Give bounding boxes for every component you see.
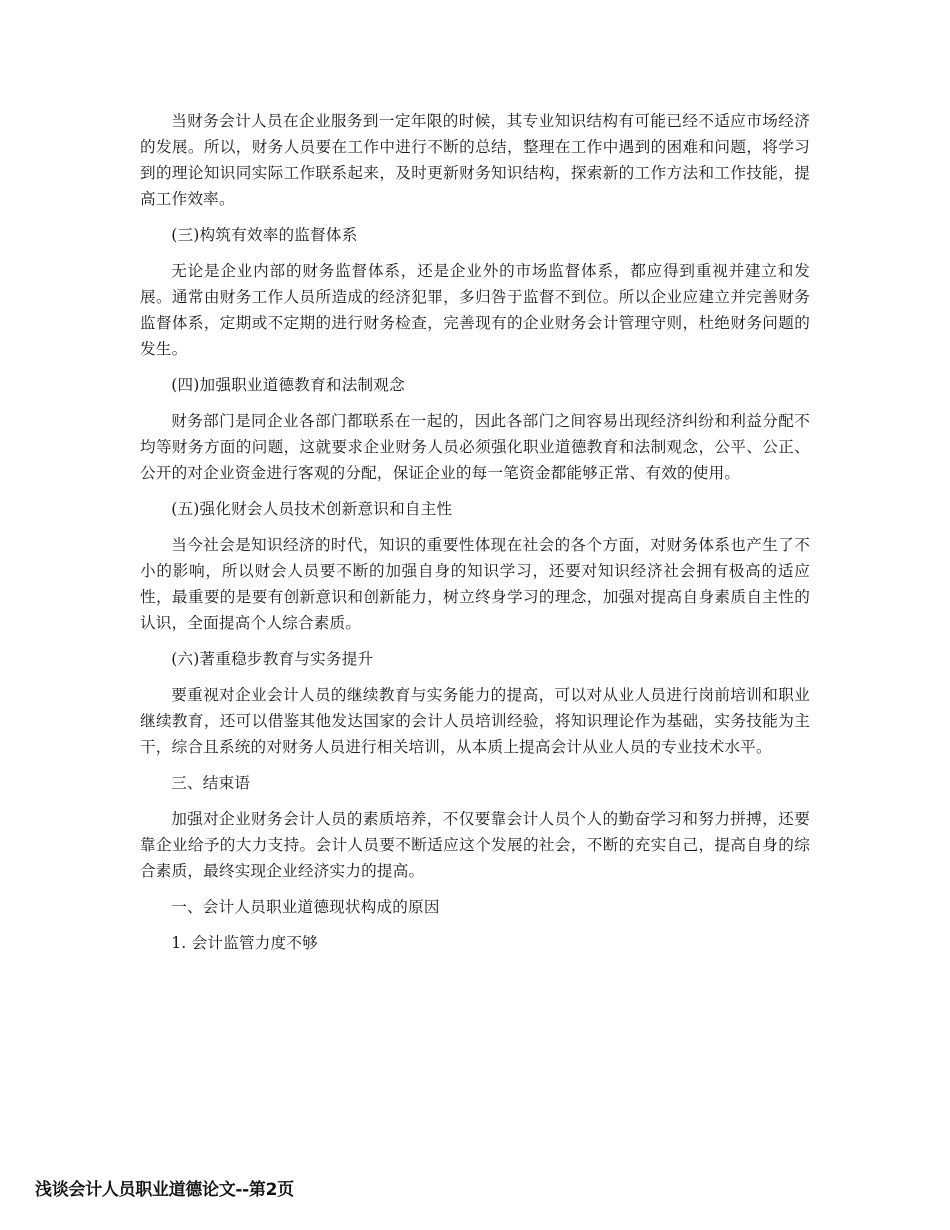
paragraph-conclusion: 加强对企业财务会计人员的素质培养，不仅要靠会计人员个人的勤奋学习和努力拼搏，还要靠企业给予的大力支持。会计人员要不断适应这个发展的社会，不断的充实自己，提高自身的综合素质，最终实现企业经济实力的提高。 bbox=[140, 810, 810, 880]
heading-insufficient-supervision: 1. 会计监管力度不够 bbox=[171, 934, 318, 952]
paragraph-professional-knowledge: 当财务会计人员在企业服务到一定年限的时候，其专业知识结构有可能已经不适应市场经济的发展。所以，财务人员要在工作中进行不断的总结，整理在工作中遇到的困难和问题，将学习到的理论知识同实际工作联系起来，及时更新财务知识结构，探索新的工作方法和工作技能，提高工作效率。 bbox=[140, 112, 810, 208]
heading-continuing-education: (六)著重稳步教育与实务提升 bbox=[171, 650, 374, 668]
document-body bbox=[140, 108, 810, 956]
page-footer: 浅谈会计人员职业道德论文--第2页 bbox=[35, 1180, 294, 1200]
paragraph-ethics-education: 财务部门是同企业各部门都联系在一起的，因此各部门之间容易出现经济纠纷和利益分配不均等财务方面的问题，这就要求企业财务人员必须强化职业道德教育和法制观念，公平、公正、公开的对企业资金进行客观的分配，保证企业的每一笔资金都能够正常、有效的使用。 bbox=[140, 412, 810, 482]
heading-innovation: (五)强化财会人员技术创新意识和自主性 bbox=[171, 500, 453, 518]
paragraph-supervision-system: 无论是企业内部的财务监督体系，还是企业外的市场监督体系，都应得到重视并建立和发展。通常由财务工作人员所造成的经济犯罪，多归咎于监督不到位。所以企业应建立并完善财务监督体系，定期或不定期的进行财务检查，完善现有的企业财务会计管理守则，杜绝财务问题的发生。 bbox=[140, 262, 810, 358]
heading-ethics-causes: 一、会计人员职业道德现状构成的原因 bbox=[171, 898, 440, 916]
heading-supervision-system: (三)构筑有效率的监督体系 bbox=[171, 226, 358, 244]
heading-conclusion: 三、结束语 bbox=[171, 774, 251, 792]
paragraph-continuing-education: 要重视对企业会计人员的继续教育与实务能力的提高，可以对从业人员进行岗前培训和职业继续教育，还可以借鉴其他发达国家的会计人员培训经验，将知识理论作为基础，实务技能为主干，综合且系统的对财务人员进行相关培训，从本质上提高会计从业人员的专业技术水平。 bbox=[140, 686, 810, 756]
heading-ethics-education: (四)加强职业道德教育和法制观念 bbox=[171, 376, 405, 394]
paragraph-innovation: 当今社会是知识经济的时代，知识的重要性体现在社会的各个方面，对财务体系也产生了不小的影响，所以财会人员要不断的加强自身的知识学习，还要对知识经济社会拥有极高的适应性，最重要的是要有创新意识和创新能力，树立终身学习的理念，加强对提高自身素质自主性的认识，全面提高个人综合素质。 bbox=[140, 536, 810, 632]
